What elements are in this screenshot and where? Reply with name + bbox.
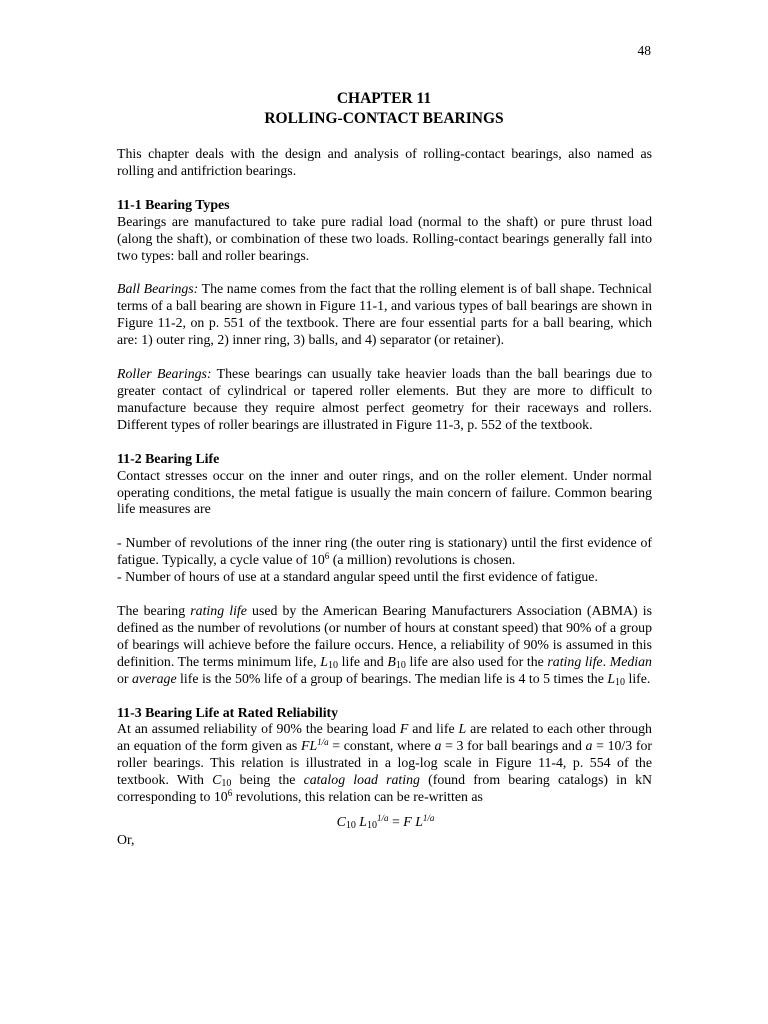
body-text (117, 146, 652, 849)
intro-paragraph: This chapter deals with the design and analysis of rolling-contact bearings, also named as rolling and antifriction bearings. (117, 146, 652, 178)
paragraph-bearing-types: Bearings are manufactured to take pure radial load (normal to the shaft) or pure thrust load (along the shaft), or combination of these two loads. Rolling-contact bearings generally fall into two types: ball and roller bearings. (117, 213, 652, 263)
equation-load-life: $C_{10}$ $L_{10}^{1/a} = F$ $L^{1/a}$ (336, 813, 435, 831)
term-roller-bearings: Roller Bearings: (117, 366, 212, 382)
continuation-text: Or, (117, 831, 135, 847)
section-heading-rated-reliability: 11-3 Bearing Life at Rated Reliability (117, 704, 339, 720)
paragraph-rating-life: The bearing rating life used by the American Bearing Manufacturers Association (ABMA) is defined as the number of revolutions (or number of hours at constant speed) that 90% of a group of bearings will achieve before the failure occurs. Hence, a reliability of 90% is assumed in this definition. The terms minimum life, $L_{10}$ life and $B_{10}$ life are also used for the rating life. Median or average life is the 50% life of a group of bearings. The median life is 4 to 5 times the $L_{10}$ life. (117, 603, 652, 688)
page-number: 48 (637, 43, 651, 58)
paragraph-rated-reliability: At an assumed reliability of 90% the bearing load F and life L are related to each other through an equation of the form given as $FL^{1/a}$ = constant, where a = 3 for ball bearings and a = 10/3 for roller bearings. This relation is illustrated in a log-log scale in Figure 11-4, p. 554 of the textbook. With $C_{10}$ being the catalog load rating (found from bearing catalogs) in kN corresponding to $10^6$ revolutions, this relation can be re-written as (117, 721, 652, 805)
section-heading-bearing-life: 11-2 Bearing Life (117, 450, 220, 466)
paragraph-ball-bearings: Ball Bearings: The name comes from the fact that the rolling element is of ball shape. Technical terms of a ball bearing are shown in Figure 11-1, and various types of ball bearings are shown in Figure 11-2, on p. 551 of the textbook. There are four essential parts for a ball bearing, which are: 1) outer ring, 2) inner ring, 3) balls, and 4) separator (or retainer). (117, 281, 652, 348)
section-heading-bearing-types: 11-1 Bearing Types (117, 196, 230, 212)
list-item-revolutions: - Number of revolutions of the inner ring (the outer ring is stationary) until the first evidence of fatigue. Typically, a cycle value of $10^6$ (a million) revolutions is chosen. (117, 535, 652, 568)
chapter-label: CHAPTER 11 (336, 90, 432, 107)
paragraph-bearing-life: Contact stresses occur on the inner and outer rings, and on the roller element. Under normal operating conditions, the metal fatigue is usually the main concern of failure. Common bearing life measures are (117, 467, 652, 517)
list-item-hours: - Number of hours of use at a standard angular speed until the first evidence of fatigue. (117, 569, 598, 585)
paragraph-roller-bearings: Roller Bearings: These bearings can usually take heavier loads than the ball bearings due to greater contact of cylindrical or tapered roller elements. But they are more to difficult to manufacture because they require almost perfect geometry for their raceways and rollers. Different types of roller bearings are illustrated in Figure 11-3, p. 552 of the textbook. (117, 366, 652, 432)
chapter-heading (0, 89, 768, 129)
chapter-title: ROLLING-CONTACT BEARINGS (264, 110, 504, 127)
term-ball-bearings: Ball Bearings: (117, 281, 199, 297)
